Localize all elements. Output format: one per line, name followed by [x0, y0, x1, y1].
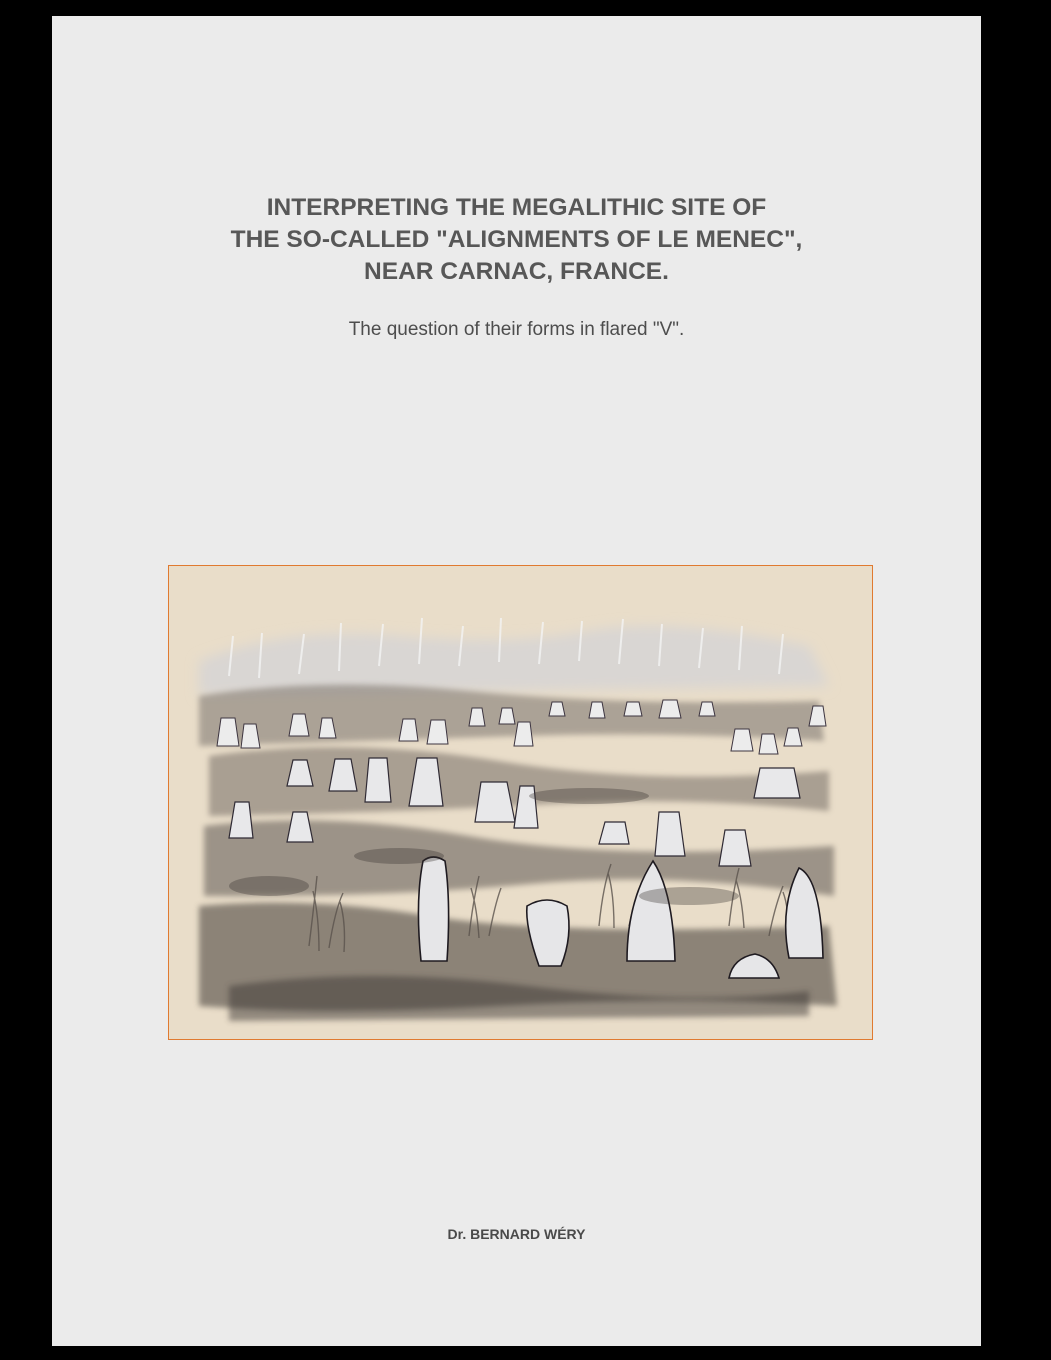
- cover-illustration: [168, 565, 873, 1040]
- cover-author: Dr. BERNARD WÉRY: [447, 1226, 586, 1242]
- standing-stones-illustration-icon: [169, 566, 872, 1039]
- book-cover: [52, 16, 981, 1346]
- cover-title-line-3: NEAR CARNAC, FRANCE.: [364, 258, 669, 285]
- cover-title-line-1: INTERPRETING THE MEGALITHIC SITE OF: [266, 194, 767, 221]
- cover-subtitle: The question of their forms in flared "V".: [348, 319, 685, 340]
- cover-title-line-2: THE SO-CALLED "ALIGNMENTS OF LE MENEC",: [230, 226, 803, 253]
- cover-title: [52, 192, 981, 288]
